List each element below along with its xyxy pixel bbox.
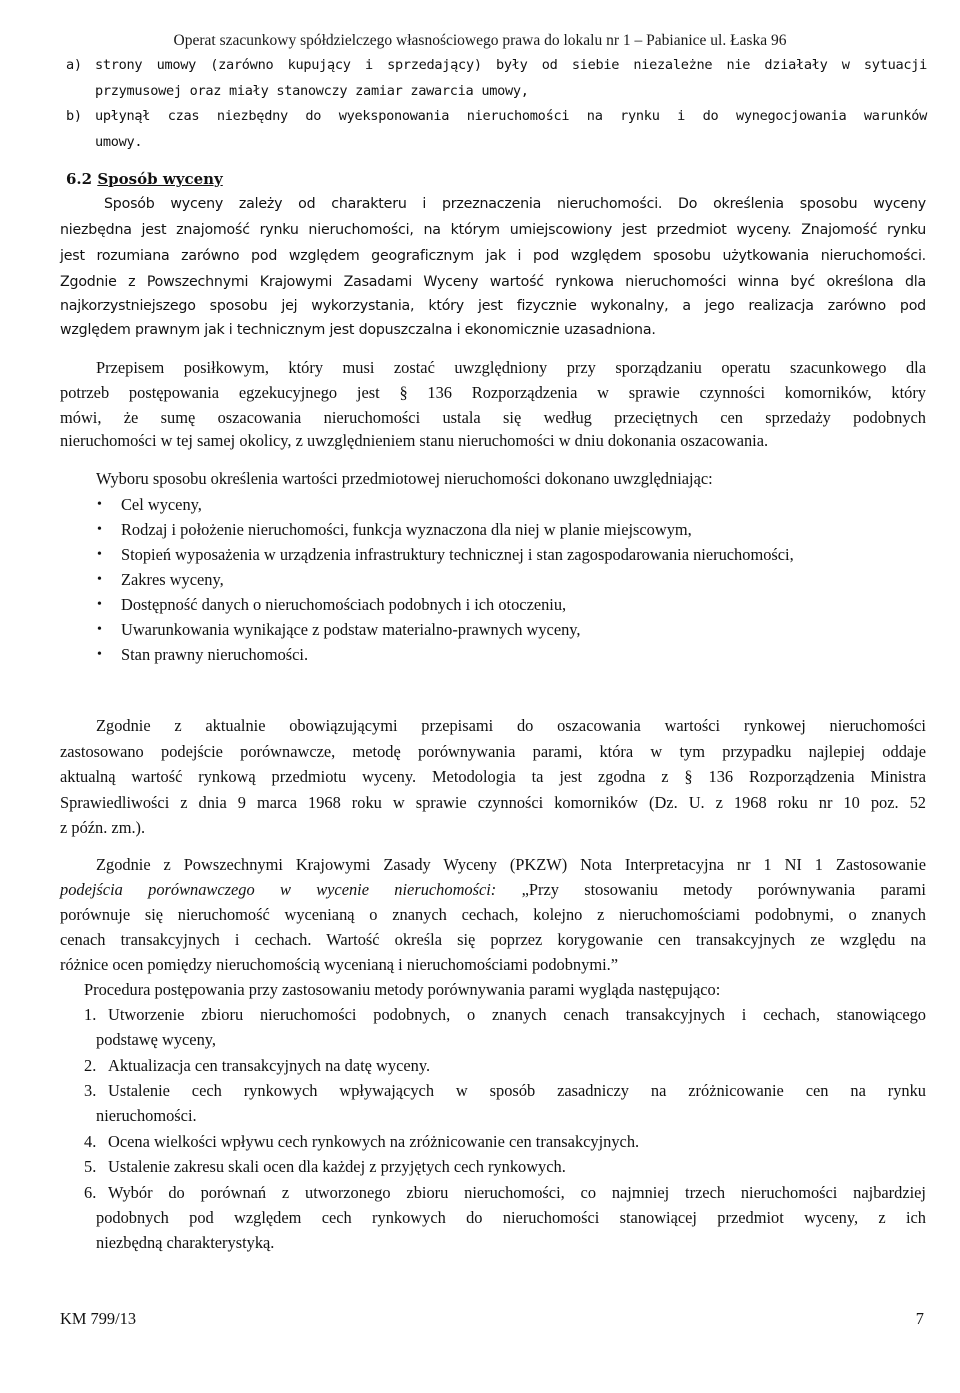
procedure-step: podstawę wyceny,	[96, 1030, 217, 1049]
list-item: Stopień wyposażenia w urządzenia infrastruktury technicznej i stan zagospodarowania nieruchomości,	[121, 545, 794, 564]
list-number: 5.	[84, 1157, 97, 1176]
bullet-icon: •	[97, 497, 102, 512]
paragraph-line: porównuje się nieruchomość wycenianą o znanych cechach, kolejno z nieruchomościami podobnymi, o znanych	[60, 905, 926, 924]
section-number: 6.2	[66, 170, 93, 188]
procedure-step: niezbędną charakterystyką.	[96, 1233, 275, 1252]
paragraph-line: aktualną wartość rynkową przedmiotu wyceny. Metodologia ta jest zgodna z § 136 Rozporządzenia Ministra	[60, 767, 926, 786]
condition-line: przymusowej oraz miały stanowczy zamiar zawarcia umowy,	[95, 83, 529, 99]
procedure-step: Aktualizacja cen transakcyjnych na datę wyceny.	[108, 1056, 431, 1075]
italic-phrase: podejścia porównawczego w wycenie nieruchomości:	[60, 880, 497, 899]
paragraph-line: zastosowano podejście porównawcze, metodę porównywania parami, która w tym przypadku najlepiej oddaje	[60, 742, 926, 761]
list-item: Dostępność danych o nieruchomościach podobnych i ich otoczeniu,	[121, 595, 567, 614]
bullet-icon: •	[97, 647, 102, 662]
paragraph-line: różnice ocen pomiędzy nieruchomością wycenianą i nieruchomościami podobnymi.”	[60, 955, 619, 974]
list-number: 4.	[84, 1132, 97, 1151]
paragraph-line: jest rozumiana zarówno pod względem geograficznym jak i pod względem sposobu użytkowania nieruchomości.	[60, 248, 926, 264]
bullet-icon: •	[97, 622, 102, 637]
quote-start: „Przy stosowaniu metody porównywania parami	[521, 880, 926, 899]
section-heading	[66, 170, 223, 188]
paragraph-line: cenach transakcyjnych i cechach. Wartość określa się poprzez korygowanie cen transakcyjnych ze względu na	[60, 930, 926, 949]
procedure-step: Utworzenie zbioru nieruchomości podobnych, o znanych cenach transakcyjnych i cechach, stanowiącego	[108, 1005, 926, 1024]
bullet-icon: •	[97, 522, 102, 537]
list-marker: b)	[66, 108, 82, 124]
running-header: Operat szacunkowy spółdzielczego własnościowego prawa do lokalu nr 1 – Pabianice ul. Łaska 96	[173, 32, 787, 49]
paragraph-line: potrzeb postępowania egzekucyjnego jest § 136 Rozporządzenia w sprawie czynności komorników, który	[60, 383, 926, 402]
list-marker: a)	[66, 57, 82, 73]
list-item: Stan prawny nieruchomości.	[121, 645, 309, 664]
footer-doc-id: KM 799/13	[60, 1309, 137, 1328]
paragraph-line: niezbędna jest znajomość rynku nieruchomości, na którym umiejscowiony jest przedmiot wyceny. Znajomość rynku	[60, 222, 926, 238]
paragraph-line: Sprawiedliwości z dnia 9 marca 1968 roku w sprawie czynności komorników (Dz. U. z 1968 roku nr 10 poz. 52	[60, 793, 926, 812]
section-title: Sposób wyceny	[97, 170, 223, 188]
paragraph-line: Sposób wyceny zależy od charakteru i przeznaczenia nieruchomości. Do określenia sposobu wyceny	[104, 196, 926, 212]
list-item: Uwarunkowania wynikające z podstaw materialno-prawnych wyceny,	[121, 620, 581, 639]
list-item: Rodzaj i położenie nieruchomości, funkcja wyznaczona dla niej w planie miejscowym,	[121, 520, 692, 539]
criteria-intro: Wyboru sposobu określenia wartości przedmiotowej nieruchomości dokonano uwzględniając:	[96, 469, 713, 488]
list-number: 1.	[84, 1005, 97, 1024]
list-item: Cel wyceny,	[121, 495, 202, 514]
list-item: Zakres wyceny,	[121, 570, 224, 589]
condition-line: strony umowy (zarówno kupujący i sprzedający) były od siebie niezależne nie działały w sytuacji	[95, 57, 927, 73]
procedure-step: nieruchomości.	[96, 1106, 197, 1125]
procedure-step: Ustalenie zakresu skali ocen dla każdej z przyjętych cech rynkowych.	[108, 1157, 566, 1176]
procedure-step: Ocena wielkości wpływu cech rynkowych na zróżnicowanie cen transakcyjnych.	[108, 1132, 640, 1151]
bullet-icon: •	[97, 572, 102, 587]
procedure-step: Wybór do porównań z utworzonego zbioru nieruchomości, co najmniej trzech nieruchomości najbardziej	[108, 1183, 926, 1202]
paragraph-line	[60, 880, 926, 900]
procedure-step: Ustalenie cech rynkowych wpływających w sposób zasadniczy na zróżnicowanie cen na rynku	[108, 1081, 926, 1100]
paragraph-line: z późn. zm.).	[60, 818, 146, 837]
list-number: 2.	[84, 1056, 97, 1075]
paragraph-line: Przepisem posiłkowym, który musi zostać uwzględniony przy sporządzaniu operatu szacunkowego dla	[96, 358, 926, 377]
procedure-intro: Procedura postępowania przy zastosowaniu metody porównywania parami wygląda następująco:	[84, 980, 721, 999]
paragraph-line: Zgodnie z aktualnie obowiązującymi przepisami do oszacowania wartości rynkowej nieruchomości	[96, 716, 926, 735]
list-number: 6.	[84, 1183, 97, 1202]
paragraph-line: nieruchomości w tej samej okolicy, z uwzględnieniem stanu nieruchomości w dniu dokonania oszacowania.	[60, 431, 769, 450]
list-number: 3.	[84, 1081, 97, 1100]
paragraph-line: względem prawnym jak i technicznym jest dopuszczalna i ekonomicznie uzasadniona.	[60, 322, 656, 338]
paragraph-line: najkorzystniejszego sposobu jej wykorzystania, który jest fizycznie wykonalny, a jego realizacja zarówno pod	[60, 298, 926, 314]
bullet-icon: •	[97, 597, 102, 612]
procedure-step: podobnych pod względem cech rynkowych do nieruchomości stanowiącej przedmiot wyceny, z ich	[96, 1208, 926, 1227]
paragraph-line: Zgodnie z Powszechnymi Krajowymi Zasady Wyceny (PKZW) Nota Interpretacyjna nr 1 NI 1 Zastosowanie	[96, 855, 926, 874]
condition-line: umowy.	[95, 134, 143, 150]
condition-line: upłynął czas niezbędny do wyeksponowania nieruchomości na rynku i do wynegocjowania warunków	[95, 108, 927, 124]
paragraph-line: Zgodnie z Powszechnymi Krajowymi Zasadami Wyceny wartość rynkowa nieruchomości winna być określona dla	[60, 274, 926, 290]
page-number: 7	[915, 1309, 924, 1328]
bullet-icon: •	[97, 547, 102, 562]
paragraph-line: mówi, że sumę oszacowania nieruchomości ustala się według przeciętnych cen sprzedaży podobnych	[60, 408, 926, 427]
